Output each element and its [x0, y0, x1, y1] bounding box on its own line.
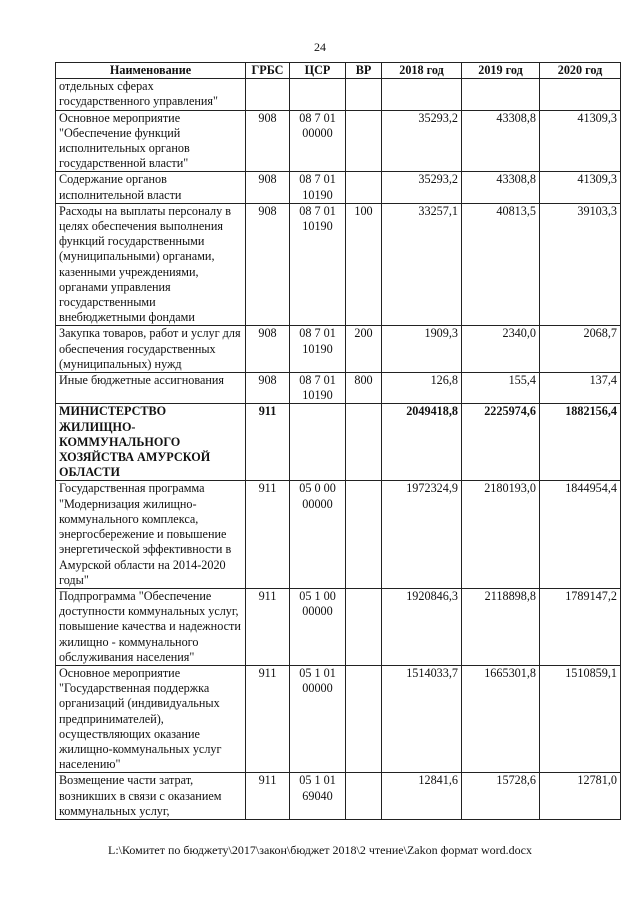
row-2019-value: 43308,8 — [462, 110, 540, 172]
row-2019-value: 40813,5 — [462, 203, 540, 326]
row-2018-value: 35293,2 — [382, 172, 462, 203]
column-header-csr: ЦСР — [290, 63, 346, 79]
row-name-cell: Основное мероприятие "Государственная поддержка организаций (индивидуальных предпринимателей), осуществляющих оказание жилищно-коммунальных услуг населению" — [56, 665, 246, 772]
row-vr-cell: 100 — [346, 203, 382, 326]
row-grbs-cell: 908 — [246, 373, 290, 404]
row-grbs-cell: 911 — [246, 404, 290, 481]
row-2019-value: 2180193,0 — [462, 481, 540, 588]
table-row — [56, 203, 621, 326]
row-2020-value — [540, 79, 621, 110]
column-header-vr: ВР — [346, 63, 382, 79]
row-2019-value: 2118898,8 — [462, 588, 540, 665]
row-vr-cell — [346, 79, 382, 110]
row-name-cell: МИНИСТЕРСТВО ЖИЛИЩНО-КОММУНАЛЬНОГО ХОЗЯЙСТВА АМУРСКОЙ ОБЛАСТИ — [56, 404, 246, 481]
row-2019-value — [462, 79, 540, 110]
row-name-cell: отдельных сферах государственного управления" — [56, 79, 246, 110]
row-2020-value: 1510859,1 — [540, 665, 621, 772]
column-header-2019: 2019 год — [462, 63, 540, 79]
row-2019-value: 43308,8 — [462, 172, 540, 203]
table-row — [56, 79, 621, 110]
row-grbs-cell: 911 — [246, 665, 290, 772]
row-name-cell: Расходы на выплаты персоналу в целях обеспечения выполнения функций государственными (муниципальными) органами, казенными учреждениями, органами управления государственными внебюджетными фондами — [56, 203, 246, 326]
row-grbs-cell: 911 — [246, 773, 290, 820]
row-vr-cell — [346, 481, 382, 588]
table-row — [56, 110, 621, 172]
row-csr-cell: 08 7 01 10190 — [290, 203, 346, 326]
row-vr-cell: 200 — [346, 326, 382, 373]
row-csr-cell — [290, 79, 346, 110]
row-vr-cell — [346, 172, 382, 203]
column-header-grbs: ГРБС — [246, 63, 290, 79]
row-2018-value: 33257,1 — [382, 203, 462, 326]
row-grbs-cell: 911 — [246, 588, 290, 665]
table-row — [56, 481, 621, 588]
row-2020-value: 39103,3 — [540, 203, 621, 326]
row-vr-cell — [346, 110, 382, 172]
row-name-cell: Подпрограмма "Обеспечение доступности коммунальных услуг, повышение качества и надежности жилищно - коммунального обслуживания населения" — [56, 588, 246, 665]
row-csr-cell: 05 1 01 69040 — [290, 773, 346, 820]
row-name-cell: Иные бюджетные ассигнования — [56, 373, 246, 404]
table-row — [56, 373, 621, 404]
row-grbs-cell: 908 — [246, 172, 290, 203]
row-csr-cell: 05 0 00 00000 — [290, 481, 346, 588]
row-2018-value — [382, 79, 462, 110]
row-csr-cell: 08 7 01 10190 — [290, 326, 346, 373]
row-2020-value: 2068,7 — [540, 326, 621, 373]
row-grbs-cell: 908 — [246, 203, 290, 326]
row-2018-value: 126,8 — [382, 373, 462, 404]
budget-table — [55, 62, 621, 820]
row-2019-value: 15728,6 — [462, 773, 540, 820]
row-vr-cell — [346, 404, 382, 481]
table-row — [56, 404, 621, 481]
row-grbs-cell: 908 — [246, 110, 290, 172]
row-vr-cell — [346, 665, 382, 772]
row-grbs-cell — [246, 79, 290, 110]
row-2018-value: 1909,3 — [382, 326, 462, 373]
row-grbs-cell: 911 — [246, 481, 290, 588]
row-2018-value: 2049418,8 — [382, 404, 462, 481]
row-2018-value: 12841,6 — [382, 773, 462, 820]
table-row — [56, 588, 621, 665]
table-row — [56, 326, 621, 373]
row-csr-cell — [290, 404, 346, 481]
table-row — [56, 172, 621, 203]
table-header-row — [56, 63, 621, 79]
table-row — [56, 773, 621, 820]
row-csr-cell: 05 1 01 00000 — [290, 665, 346, 772]
column-header-2018: 2018 год — [382, 63, 462, 79]
row-2019-value: 1665301,8 — [462, 665, 540, 772]
table-body — [56, 79, 621, 820]
row-name-cell: Основное мероприятие "Обеспечение функций исполнительных органов государственной власти" — [56, 110, 246, 172]
row-csr-cell: 08 7 01 10190 — [290, 373, 346, 404]
row-name-cell: Закупка товаров, работ и услуг для обеспечения государственных (муниципальных) нужд — [56, 326, 246, 373]
row-2019-value: 2340,0 — [462, 326, 540, 373]
row-name-cell: Возмещение части затрат, возникших в связи с оказанием коммунальных услуг, — [56, 773, 246, 820]
row-2018-value: 35293,2 — [382, 110, 462, 172]
row-2020-value: 41309,3 — [540, 110, 621, 172]
row-2018-value: 1920846,3 — [382, 588, 462, 665]
row-2019-value: 2225974,6 — [462, 404, 540, 481]
document-file-path: L:\Комитет по бюджету\2017\закон\бюджет 2018\2 чтение\Zakon формат word.docx — [108, 843, 532, 857]
row-vr-cell: 800 — [346, 373, 382, 404]
row-vr-cell — [346, 588, 382, 665]
row-2020-value: 12781,0 — [540, 773, 621, 820]
column-header-name: Наименование — [56, 63, 246, 79]
table-row — [56, 665, 621, 772]
row-vr-cell — [346, 773, 382, 820]
row-csr-cell: 05 1 00 00000 — [290, 588, 346, 665]
row-2020-value: 1789147,2 — [540, 588, 621, 665]
row-grbs-cell: 908 — [246, 326, 290, 373]
row-2018-value: 1514033,7 — [382, 665, 462, 772]
column-header-2020: 2020 год — [540, 63, 621, 79]
row-2020-value: 41309,3 — [540, 172, 621, 203]
row-name-cell: Государственная программа "Модернизация жилищно-коммунального комплекса, энергосбережение и повышение энергетической эффективности в Амурской области на 2014-2020 годы" — [56, 481, 246, 588]
row-2018-value: 1972324,9 — [382, 481, 462, 588]
row-csr-cell: 08 7 01 10190 — [290, 172, 346, 203]
row-2020-value: 1844954,4 — [540, 481, 621, 588]
page-number: 24 — [314, 40, 326, 54]
row-2019-value: 155,4 — [462, 373, 540, 404]
row-2020-value: 137,4 — [540, 373, 621, 404]
row-2020-value: 1882156,4 — [540, 404, 621, 481]
row-csr-cell: 08 7 01 00000 — [290, 110, 346, 172]
row-name-cell: Содержание органов исполнительной власти — [56, 172, 246, 203]
